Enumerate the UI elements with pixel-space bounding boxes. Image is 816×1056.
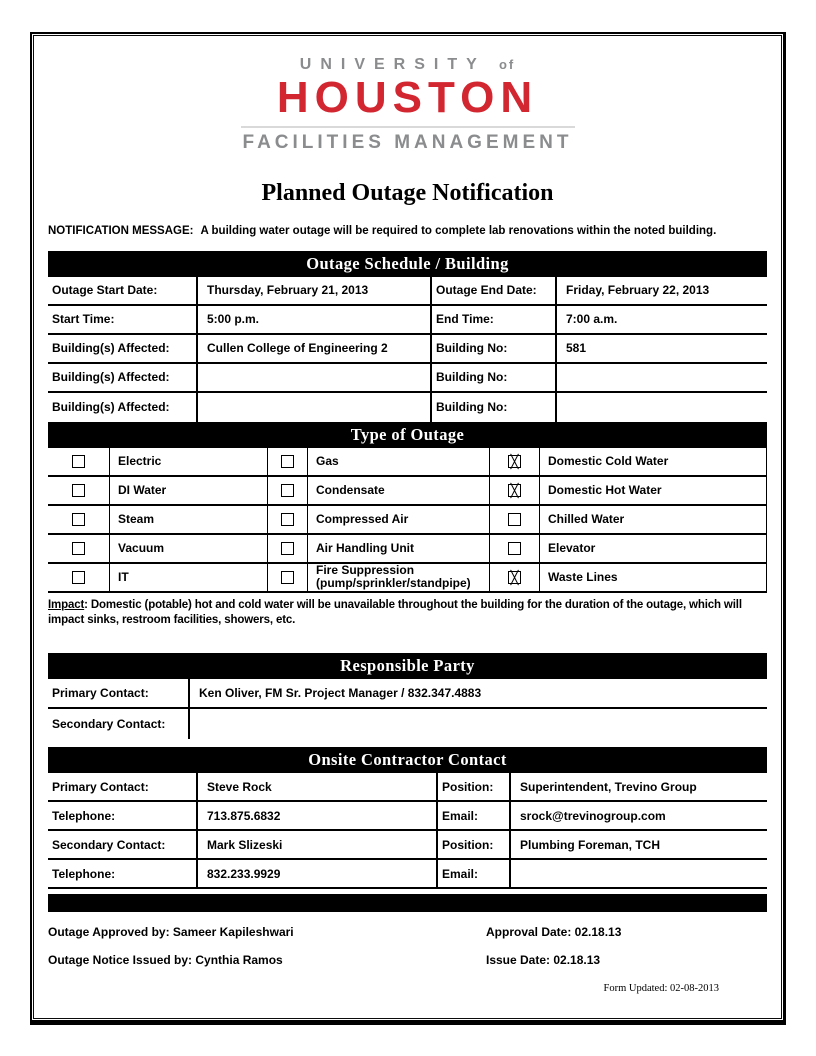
field-label: Telephone: [48, 802, 198, 829]
field-value: 832.233.9929 [198, 860, 438, 887]
table-row [48, 802, 767, 831]
form-content [34, 56, 781, 994]
checkbox-label: Waste Lines [540, 564, 767, 591]
field-label: Secondary Contact: [48, 709, 190, 739]
table-row [48, 773, 767, 802]
checkbox-cell [48, 564, 110, 591]
checkbox-cell [268, 477, 308, 504]
impact-text: : Domestic (potable) hot and cold water will be unavailable throughout the building for the duration of the outage, which will impact sinks, restroom facilities, showers, etc. [48, 598, 742, 626]
approved-by-text: Outage Approved by: Sameer Kapileshwari [48, 925, 294, 940]
checkbox-cell [490, 477, 540, 504]
checkbox-cell [490, 564, 540, 591]
responsible-party-table [48, 679, 767, 739]
field-value: Plumbing Foreman, TCH [520, 837, 661, 852]
table-row [48, 306, 767, 335]
table-row [48, 709, 767, 739]
checkbox-cell [490, 506, 540, 533]
field-label: Building(s) Affected: [48, 335, 198, 362]
logo-subtitle: FACILITIES MANAGEMENT [242, 131, 573, 153]
checkbox-label: Chilled Water [540, 506, 767, 533]
checkbox-label: Electric [110, 448, 268, 475]
checkbox-it[interactable] [72, 571, 85, 584]
page-border-inner [33, 35, 782, 1019]
table-row [48, 564, 767, 593]
logo-university-line [48, 56, 767, 74]
field-label: End Time: [432, 306, 557, 333]
divider-bar [48, 894, 767, 912]
field-value [198, 393, 432, 422]
section-header-type-of-outage: Type of Outage [48, 422, 767, 448]
field-label: Primary Contact: [48, 679, 190, 707]
checkbox-electric[interactable] [72, 455, 85, 468]
field-value: Thursday, February 21, 2013 [198, 277, 432, 304]
table-row [48, 448, 767, 477]
outage-type-table [48, 448, 767, 593]
checkbox-vacuum[interactable] [72, 542, 85, 555]
checkbox-label: Air Handling Unit [308, 535, 490, 562]
table-row [48, 831, 767, 860]
notification-message [48, 224, 754, 239]
checkbox-steam[interactable] [72, 513, 85, 526]
checkbox-fire-suppression[interactable] [281, 571, 294, 584]
table-row [48, 679, 767, 709]
issue-date-text: Issue Date: 02.18.13 [486, 953, 601, 968]
page-title: Planned Outage Notification [261, 179, 554, 206]
checkbox-chilled-water[interactable] [508, 513, 521, 526]
field-value: Ken Oliver, FM Sr. Project Manager / 832.347.4883 [199, 686, 482, 701]
checkbox-cell [48, 448, 110, 475]
checkbox-cell [490, 535, 540, 562]
field-value [198, 364, 432, 391]
impact-statement [48, 598, 767, 628]
page-border [30, 32, 786, 1025]
field-label: Building(s) Affected: [48, 364, 198, 391]
field-label: Building No: [432, 393, 557, 422]
field-label: Building No: [432, 335, 557, 362]
field-label: Primary Contact: [48, 773, 198, 800]
field-label: Email: [438, 802, 511, 829]
logo-houston-text: HOUSTON [276, 73, 539, 122]
checkbox-cell [48, 506, 110, 533]
checkbox-cell [268, 448, 308, 475]
field-label: Outage Start Date: [48, 277, 198, 304]
checkbox-cell [268, 564, 308, 591]
checkbox-di-water[interactable] [72, 484, 85, 497]
field-label: Building No: [432, 364, 557, 391]
checkbox-elevator[interactable] [508, 542, 521, 555]
field-value: 581 [566, 341, 587, 356]
field-value [557, 393, 767, 422]
schedule-table [48, 277, 767, 422]
field-value [511, 860, 767, 887]
checkbox-gas[interactable] [281, 455, 294, 468]
issue-line [48, 953, 767, 968]
table-row [48, 364, 767, 393]
section-header-responsible-party: Responsible Party [48, 653, 767, 679]
logo-of-text: of [498, 57, 516, 72]
checkbox-label: Fire Suppression (pump/sprinkler/standpipe) [308, 564, 490, 591]
table-row [48, 277, 767, 306]
section-header-outage-schedule: Outage Schedule / Building [48, 251, 767, 277]
field-value: 713.875.6832 [198, 802, 438, 829]
issued-by-text: Outage Notice Issued by: Cynthia Ramos [48, 953, 283, 968]
field-label: Secondary Contact: [48, 831, 198, 858]
field-label: Start Time: [48, 306, 198, 333]
checkbox-label: Condensate [308, 477, 490, 504]
field-value: 7:00 a.m. [566, 312, 618, 327]
checkbox-label: Elevator [540, 535, 767, 562]
field-label: Telephone: [48, 860, 198, 887]
form-updated-text: Form Updated: 02-08-2013 [603, 983, 719, 995]
field-value: Superintendent, Trevino Group [520, 779, 697, 794]
field-label: Position: [438, 831, 511, 858]
approval-date-text: Approval Date: 02.18.13 [486, 925, 622, 940]
field-value: srock@trevinogroup.com [520, 808, 666, 823]
approval-line [48, 925, 767, 940]
logo-divider [241, 126, 575, 128]
checkbox-cell [268, 506, 308, 533]
checkbox-domestic-hot-water[interactable] [508, 484, 521, 497]
field-value: Mark Slizeski [198, 831, 438, 858]
checkbox-air-handling-unit[interactable] [281, 542, 294, 555]
checkbox-label: IT [110, 564, 268, 591]
field-label: Email: [438, 860, 511, 887]
field-value: Friday, February 22, 2013 [566, 283, 710, 298]
section-header-onsite-contractor: Onsite Contractor Contact [48, 747, 767, 773]
notification-text: A building water outage will be required to complete lab renovations within the noted building. [200, 224, 717, 237]
checkbox-condensate[interactable] [281, 484, 294, 497]
checkbox-label: DI Water [110, 477, 268, 504]
checkbox-label: Vacuum [110, 535, 268, 562]
checkbox-label: Domestic Hot Water [540, 477, 767, 504]
logo-university-text: UNIVERSITY [299, 56, 486, 73]
table-row [48, 393, 767, 422]
checkbox-waste-lines[interactable] [508, 571, 521, 584]
table-row [48, 335, 767, 364]
checkbox-label: Steam [110, 506, 268, 533]
notification-label: NOTIFICATION MESSAGE: [48, 224, 194, 237]
field-label: Outage End Date: [432, 277, 557, 304]
table-row [48, 477, 767, 506]
checkbox-compressed-air[interactable] [281, 513, 294, 526]
field-value: Cullen College of Engineering 2 [198, 335, 432, 362]
checkbox-cell [268, 535, 308, 562]
field-label: Position: [438, 773, 511, 800]
checkbox-label: Compressed Air [308, 506, 490, 533]
uh-logo [48, 56, 767, 154]
field-value: Steve Rock [198, 773, 438, 800]
field-label: Building(s) Affected: [48, 393, 198, 422]
contractor-table [48, 773, 767, 889]
field-value [557, 364, 767, 391]
checkbox-label: Domestic Cold Water [540, 448, 767, 475]
field-value [190, 709, 767, 739]
checkbox-cell [48, 477, 110, 504]
table-row [48, 860, 767, 889]
impact-label: Impact [48, 598, 85, 611]
table-row [48, 535, 767, 564]
checkbox-label: Gas [308, 448, 490, 475]
checkbox-cell [48, 535, 110, 562]
checkbox-domestic-cold-water[interactable] [508, 455, 521, 468]
table-row [48, 506, 767, 535]
field-value: 5:00 p.m. [198, 306, 432, 333]
checkbox-cell [490, 448, 540, 475]
